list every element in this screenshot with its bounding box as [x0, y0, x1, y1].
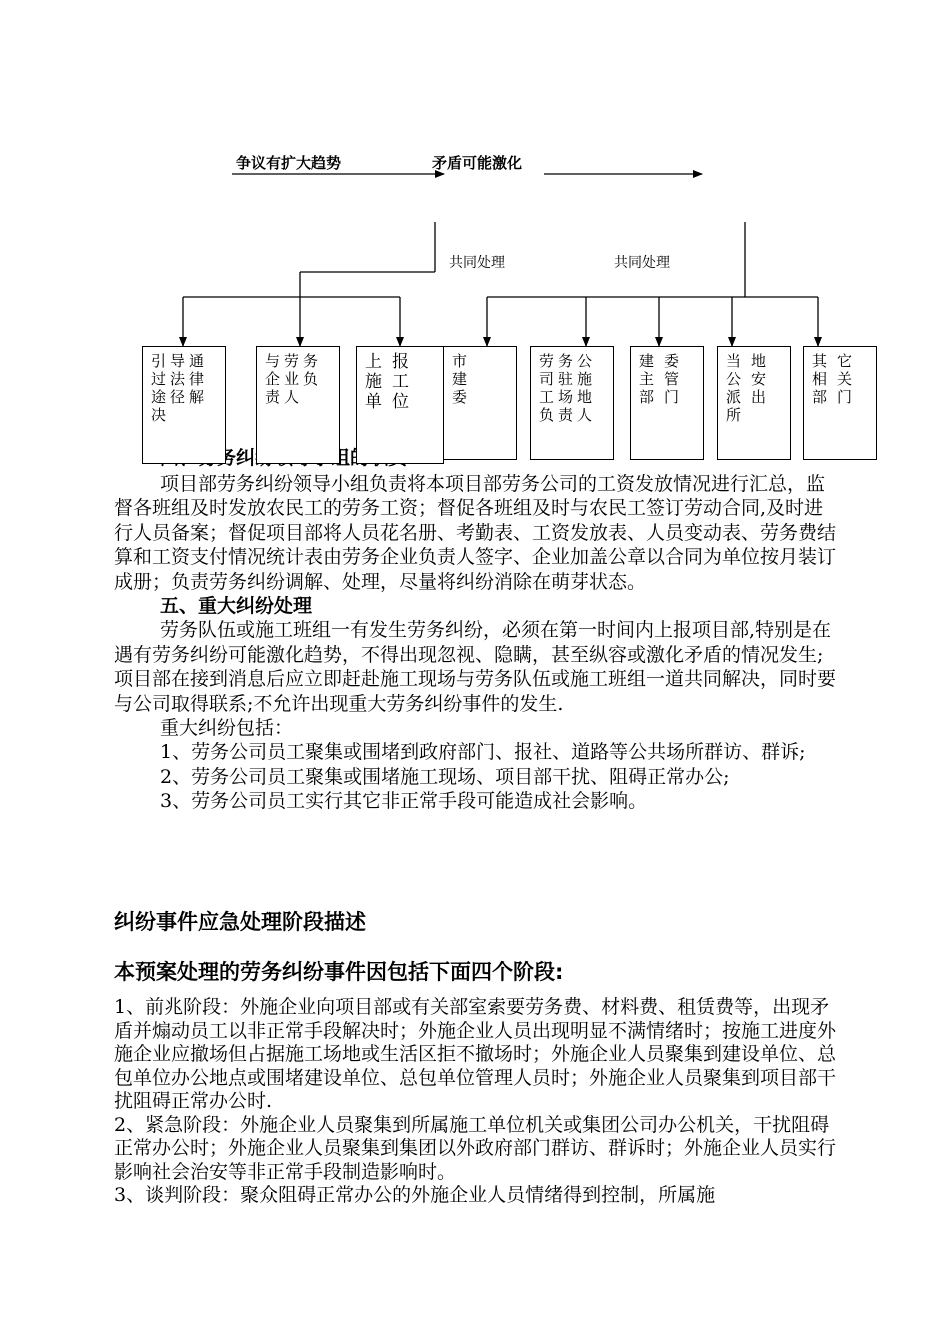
section5-item: 2、劳务公司员工聚集或围堵施工现场、项目部干扰、阻碍正常办公;: [160, 765, 730, 788]
box-other-departments: 其它相关部门: [803, 346, 877, 460]
stages-text: [114, 996, 839, 1208]
flow-label-conflict-intensify: 矛盾可能激化: [432, 154, 523, 172]
section5-heading: 五、重大纠纷处理: [160, 595, 313, 618]
heading-emergency-stages: 纠纷事件应急处理阶段描述: [114, 910, 366, 934]
section5-item: 3、劳务公司员工实行其它非正常手段可能造成社会影响。: [160, 790, 648, 813]
section4-5-text: [114, 472, 839, 814]
box-city-construction-committee: 市建委: [443, 346, 517, 460]
section5-includes: 重大纠纷包括：: [160, 717, 294, 740]
flow-label-dispute-expanding: 争议有扩大趋势: [236, 154, 342, 172]
stage-item: 3、谈判阶段：聚众阻碍正常办公的外施企业人员情绪得到控制，所属施: [114, 1184, 716, 1206]
box-labor-company-site-lead: 劳务公司驻施工场地负责人: [530, 346, 614, 460]
box-report-construction-unit: 上报施工单位: [356, 346, 444, 464]
stage-item: 2、紧急阶段：外施企业人员聚集到所属施工单位机关或集团公司办公机关，干扰阻碍正常办公时；外施企业人员聚集到集团以外政府部门群访、群诉时；外施企业人员实行影响社会治安等非正常手段制造影响时。: [114, 1113, 837, 1183]
section4-body: 项目部劳务纠纷领导小组负责将本项目部劳务公司的工资发放情况进行汇总，监督各班组及时发放农民工的劳务工资；督促各班组及时与农民工签订劳动合同,及时进行人员备案；督促项目部将人员花名册、考勤表、工资发放表、人员变动表、劳务费结算和工资支付情况统计表由劳务企业负责人签字、企业加盖公章以合同为单位按月装订成册；负责劳务纠纷调解、处理，尽量将纠纷消除在萌芽状态。: [114, 473, 837, 593]
co-handle-label-2: 共同处理: [614, 255, 670, 271]
box-legal-channel: 引导通过法律途径解决: [142, 346, 226, 464]
section5-item: 1、劳务公司员工聚集或围堵到政府部门、报社、道路等公共场所群访、群诉;: [160, 741, 806, 764]
stage-item: 1、前兆阶段：外施企业向项目部或有关部室索要劳务费、材料费、租赁费等，出现矛盾并煽动员工以非正常手段解决时；外施企业人员出现明显不满情绪时；按施工进度外施企业应撤场但占据施工场地或生活区拒不撤场时；外施企业人员聚集到建设单位、总包单位办公地点或围堵建设单位、总包单位管理人员时；外施企业人员聚集到项目部干扰阻碍正常办公时.: [114, 996, 837, 1112]
box-labor-enterprise-lead: 与劳务企业负责人: [256, 346, 340, 464]
heading-four-stages: 本预案处理的劳务纠纷事件因包括下面四个阶段:: [114, 960, 564, 984]
co-handle-label-1: 共同处理: [449, 255, 505, 271]
box-construction-authority: 建委主管部门: [630, 346, 704, 460]
box-local-police: 当地公安派出所: [717, 346, 791, 460]
section5-body: 劳务队伍或施工班组一有发生劳务纠纷，必须在第一时间内上报项目部,特别是在遇有劳务纠纷可能激化趋势，不得出现忽视、隐瞒，甚至纵容或激化矛盾的情况发生;项目部在接到消息后应立即赶赴施工现场与劳务队伍或施工班组一道共同解决，同时要与公司取得联系;不允许出现重大劳务纠纷事件的发生.: [114, 619, 837, 715]
